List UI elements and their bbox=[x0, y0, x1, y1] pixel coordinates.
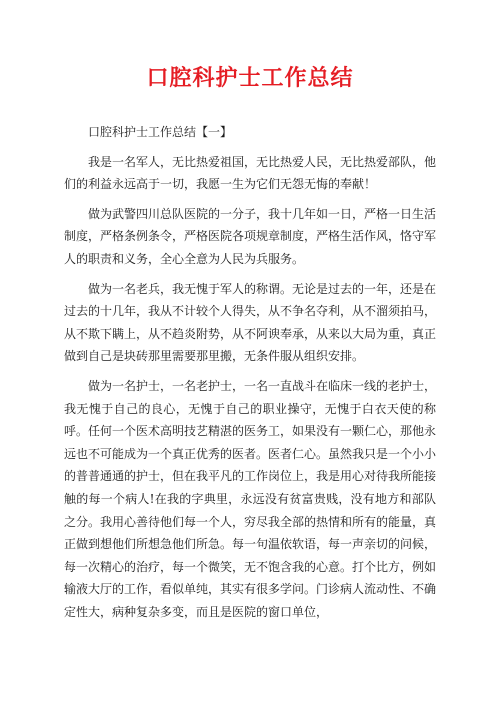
section-heading: 口腔科护士工作总结【一】 bbox=[88, 125, 233, 139]
document-body bbox=[64, 121, 436, 630]
paragraph: 做为武警四川总队医院的一分子，我十几年如一日，严格一日生活制度，严格条例条令，严格医院各项规章制度，严格生活作风，恪守军人的职责和义务，全心全意为人民为兵服务。 bbox=[64, 206, 437, 266]
document-title: 口腔科护士工作总结 bbox=[146, 66, 354, 91]
paragraph: 做为一名护士，一名老护士，一名一直战斗在临床一线的老护士，我无愧于自己的良心，无愧于自己的职业操守，无愧于白衣天使的称呼。任何一个医术高明技艺精湛的医务工，如果没有一颗仁心，那他永远也不可能成为一个真正优秀的医者。医者仁心。虽然我只是一个小小的普普通通的护士，但在我平凡的工作岗位上，我是用心对待我所能接触的每一个病人!在我的字典里，永远没有贫富贵贱，没有地方和部队之分。我用心善待他们每一个人，穷尽我全部的热情和所有的能量，真正做到想他们所想急他们所急。每一句温依软语，每一声亲切的问候，每一次精心的治疗，每一个微笑，无不饱含我的心意。打个比方，例如输液大厅的工作，看似单纯，其实有很多学问。门诊病人流动性、不确定性大，病种复杂多变，而且是医院的窗口单位， bbox=[64, 378, 437, 619]
paragraph: 我是一名军人，无比热爱祖国，无比热爱人民，无比热爱部队，他们的利益永远高于一切，我愿一生为它们无怨无悔的奉献！ bbox=[64, 154, 437, 192]
paragraph: 做为一名老兵，我无愧于军人的称谓。无论是过去的一年，还是在过去的十几年，我从不计较个人得失，从不争名夺利，从不溜须拍马，从不欺下瞒上，从不趋炎附势，从不阿谀奉承，从来以大局为重，真正做到自己是块砖那里需要那里搬，无条件服从组织安排。 bbox=[64, 281, 437, 364]
